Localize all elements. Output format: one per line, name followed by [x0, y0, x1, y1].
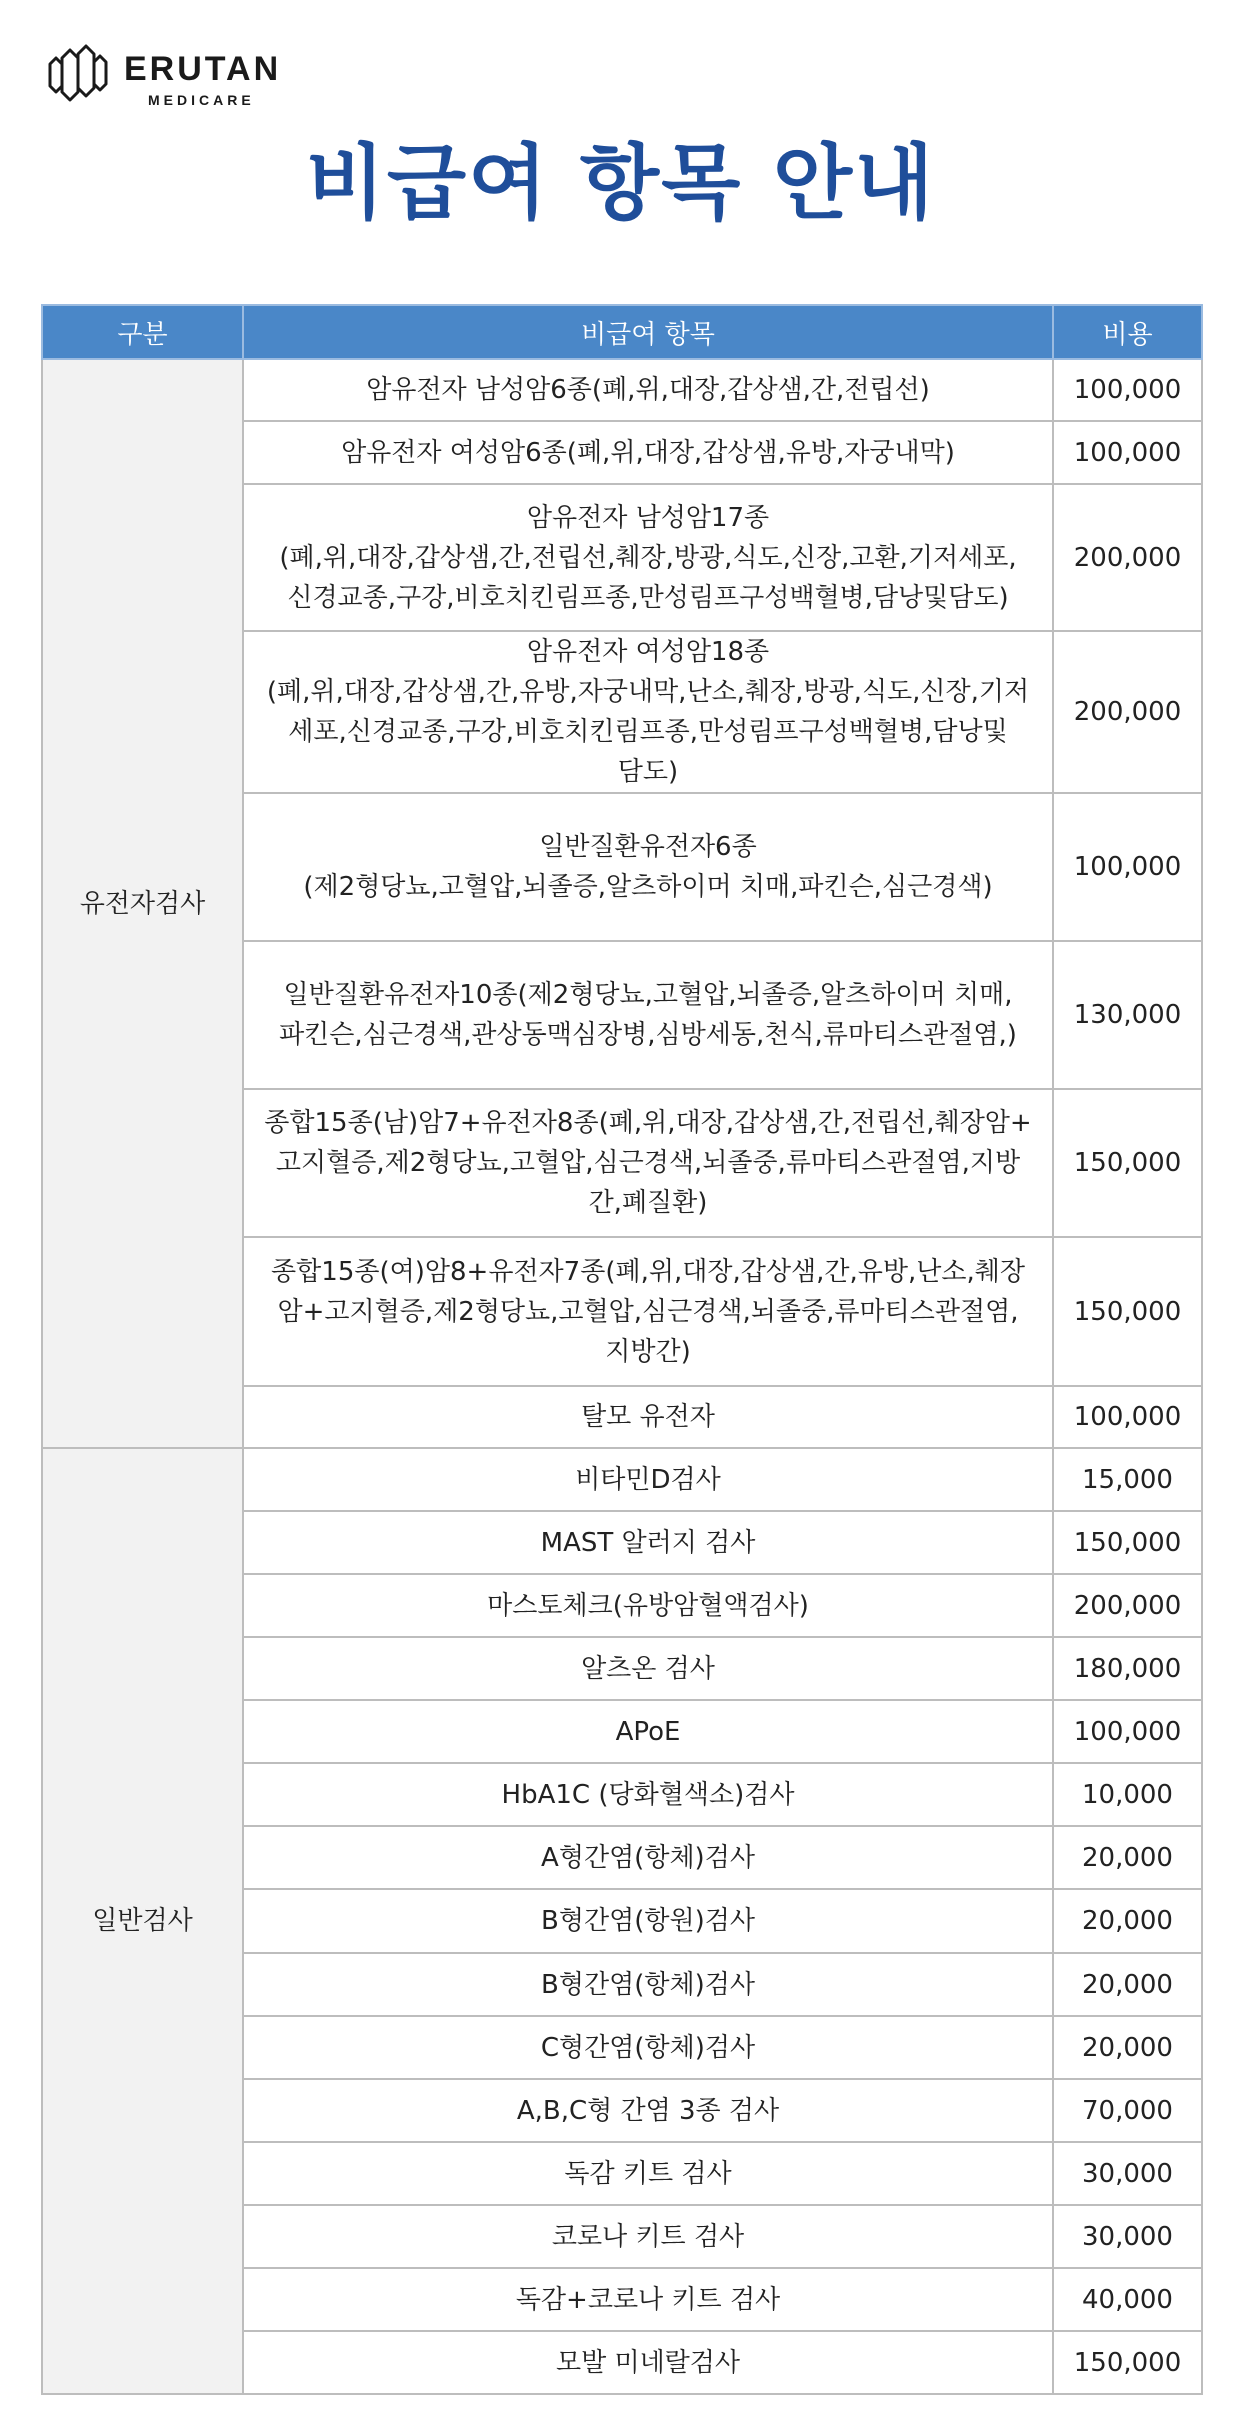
cost-cell: 40,000	[1053, 2268, 1202, 2331]
table-row	[42, 359, 1202, 421]
item-cell	[243, 1448, 1053, 1511]
cost-cell: 20,000	[1053, 1889, 1202, 1953]
cost-cell: 100,000	[1053, 1700, 1202, 1763]
item-line: 파킨슨,심근경색,관상동맥심장병,심방세동,천식,류마티스관절염,)	[279, 1020, 1017, 1050]
item-line: A,B,C형 간염 3종 검사	[516, 2095, 780, 2126]
cost-cell: 30,000	[1053, 2205, 1202, 2268]
item-line: 일반질환유전자6종	[539, 832, 757, 862]
item-cell	[243, 1574, 1053, 1637]
cost-cell: 150,000	[1053, 1237, 1202, 1386]
category-cell: 일반검사	[42, 1448, 243, 2394]
cost-cell: 150,000	[1053, 2331, 1202, 2394]
item-cell	[243, 421, 1053, 484]
item-line: 마스토체크(유방암혈액검사)	[487, 1590, 809, 1621]
cost-cell: 70,000	[1053, 2079, 1202, 2142]
table-header-row	[42, 305, 1202, 359]
cost-cell: 180,000	[1053, 1637, 1202, 1700]
item-cell	[243, 2142, 1053, 2205]
item-cell	[243, 631, 1053, 793]
item-line: C형간염(항체)검사	[540, 2032, 756, 2063]
category-cell: 유전자검사	[42, 359, 243, 1448]
item-cell	[243, 2016, 1053, 2079]
item-line: 암유전자 남성암17종	[526, 502, 770, 533]
item-cell	[243, 2079, 1053, 2142]
item-line: (제2형당뇨,고혈압,뇌졸증,알츠하이머 치매,파킨슨,심근경색)	[303, 872, 993, 902]
item-line: 담도)	[617, 757, 679, 787]
header-item: 비급여 항목	[243, 305, 1053, 359]
item-cell	[243, 793, 1053, 941]
cost-cell: 200,000	[1053, 484, 1202, 631]
table-row	[42, 1448, 1202, 1511]
cost-cell: 15,000	[1053, 1448, 1202, 1511]
item-cell	[243, 1763, 1053, 1826]
cost-cell: 130,000	[1053, 941, 1202, 1089]
item-line: B형간염(항원)검사	[541, 1906, 755, 1936]
item-line: 모발 미네랄검사	[555, 2347, 741, 2378]
cost-cell: 150,000	[1053, 1089, 1202, 1237]
item-cell	[243, 1700, 1053, 1763]
item-line: (폐,위,대장,갑상샘,간,전립선,췌장,방광,식도,신장,고환,기저세포,	[279, 542, 1017, 573]
brand-name: ERUTAN	[124, 50, 282, 88]
item-line: APoE	[615, 1716, 681, 1747]
item-line: 비타민D검사	[575, 1464, 721, 1495]
cost-cell: 200,000	[1053, 1574, 1202, 1637]
item-line: 독감+코로나 키트 검사	[515, 2284, 781, 2315]
item-line: A형간염(항체)검사	[541, 1842, 755, 1873]
item-cell	[243, 1953, 1053, 2016]
item-line: 독감 키트 검사	[564, 2158, 732, 2189]
price-table-body	[42, 359, 1202, 2394]
item-line: 지방간)	[605, 1336, 691, 1367]
item-cell	[243, 2331, 1053, 2394]
item-line: B형간염(항체)검사	[541, 1969, 755, 2000]
cost-cell: 100,000	[1053, 421, 1202, 484]
item-line: 암유전자 여성암6종(폐,위,대장,갑상샘,유방,자궁내막)	[341, 437, 955, 468]
item-line: 일반질환유전자10종(제2형당뇨,고혈압,뇌졸증,알츠하이머 치매,	[283, 980, 1013, 1010]
item-line: HbA1C (당화혈색소)검사	[501, 1779, 795, 1810]
item-line: 고지혈증,제2형당뇨,고혈압,심근경색,뇌졸중,류마티스관절염,지방	[275, 1148, 1021, 1178]
item-line: 세포,신경교종,구강,비호치킨림프종,만성림프구성백혈병,담낭및	[288, 717, 1008, 747]
item-line: (폐,위,대장,갑상샘,간,유방,자궁내막,난소,췌장,방광,식도,신장,기저	[266, 677, 1030, 707]
item-line: 암유전자 여성암18종	[526, 637, 770, 667]
cost-cell: 20,000	[1053, 1953, 1202, 2016]
item-line: 탈모 유전자	[581, 1402, 715, 1432]
cost-cell: 100,000	[1053, 359, 1202, 421]
header-cost: 비용	[1053, 305, 1202, 359]
cost-cell: 150,000	[1053, 1511, 1202, 1574]
item-cell	[243, 1826, 1053, 1889]
cost-cell: 20,000	[1053, 1826, 1202, 1889]
item-cell	[243, 941, 1053, 1089]
brand-mark-icon	[46, 42, 108, 104]
item-cell	[243, 1386, 1053, 1448]
cost-cell: 200,000	[1053, 631, 1202, 793]
item-line: 알츠온 검사	[581, 1653, 715, 1684]
item-cell	[243, 359, 1053, 421]
brand-subtitle: MEDICARE	[148, 92, 255, 108]
item-cell	[243, 484, 1053, 631]
item-cell	[243, 2205, 1053, 2268]
item-line: 간,폐질환)	[588, 1188, 708, 1218]
item-line: 암유전자 남성암6종(폐,위,대장,갑상샘,간,전립선)	[366, 375, 930, 405]
item-line: 신경교종,구강,비호치킨림프종,만성림프구성백혈병,담낭및담도)	[287, 582, 1009, 613]
cost-cell: 100,000	[1053, 1386, 1202, 1448]
item-cell	[243, 1237, 1053, 1386]
cost-cell: 100,000	[1053, 793, 1202, 941]
item-cell	[243, 1889, 1053, 1953]
page-title: 비급여 항목 안내	[305, 136, 936, 231]
item-line: 종합15종(남)암7+유전자8종(폐,위,대장,갑상샘,간,전립선,췌장암+	[264, 1108, 1032, 1138]
item-cell	[243, 1089, 1053, 1237]
item-line: 암+고지혈증,제2형당뇨,고혈압,심근경색,뇌졸중,류마티스관절염,	[277, 1296, 1019, 1327]
item-cell	[243, 2268, 1053, 2331]
item-cell	[243, 1511, 1053, 1574]
item-line: 코로나 키트 검사	[551, 2221, 745, 2252]
price-table	[41, 304, 1203, 2395]
cost-cell: 10,000	[1053, 1763, 1202, 1826]
cost-cell: 30,000	[1053, 2142, 1202, 2205]
item-line: 종합15종(여)암8+유전자7종(폐,위,대장,갑상샘,간,유방,난소,췌장	[271, 1256, 1025, 1287]
cost-cell: 20,000	[1053, 2016, 1202, 2079]
header-category: 구분	[42, 305, 243, 359]
item-cell	[243, 1637, 1053, 1700]
item-line: MAST 알러지 검사	[540, 1527, 756, 1558]
